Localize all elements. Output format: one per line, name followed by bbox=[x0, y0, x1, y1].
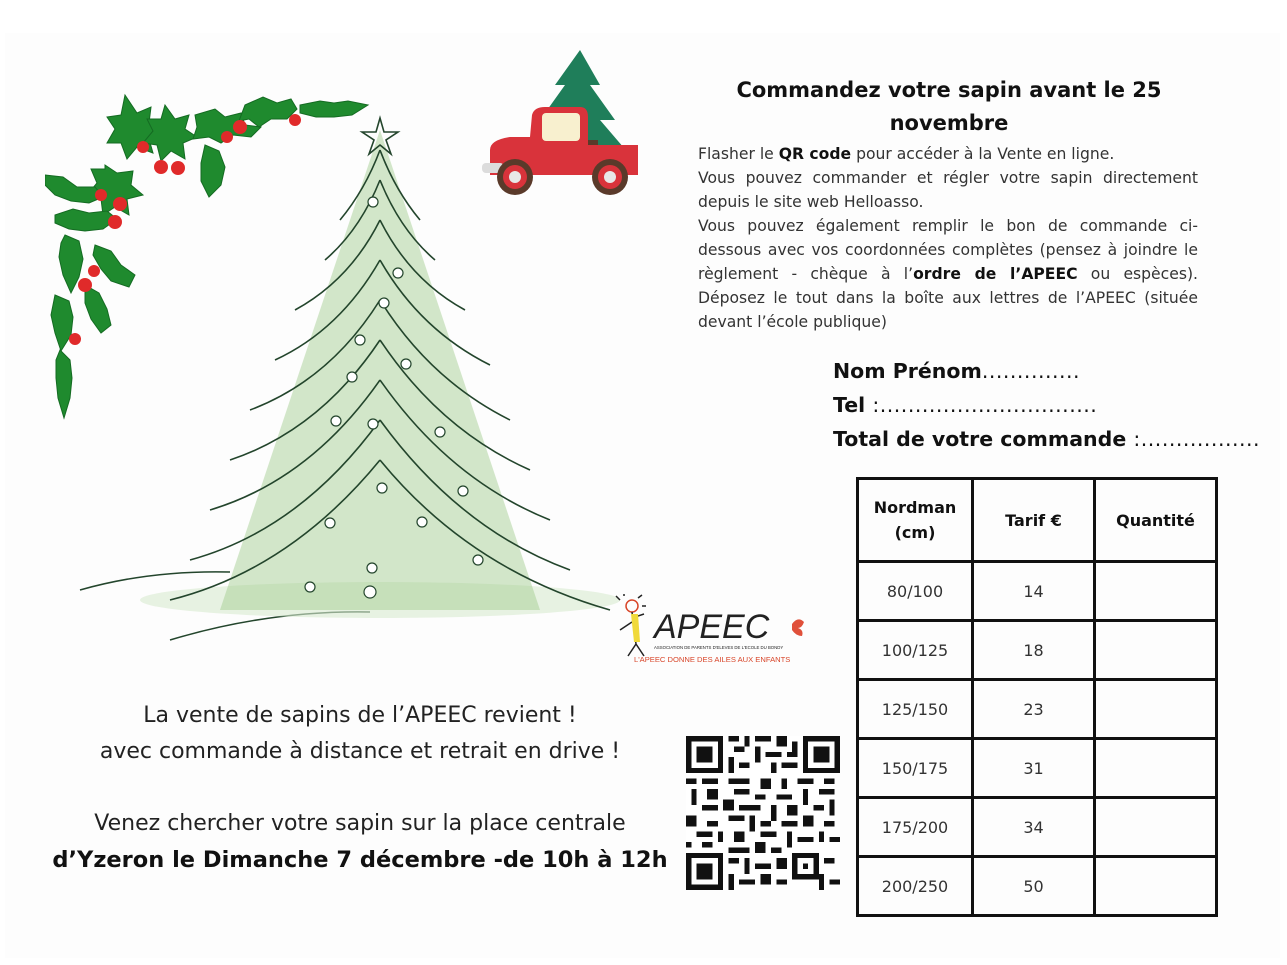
heading-line-2: novembre bbox=[889, 111, 1009, 135]
table-row bbox=[858, 680, 1217, 739]
announcement-line-2: avec commande à distance et retrait en drive ! bbox=[99, 739, 621, 764]
header-quantity: Quantité bbox=[1095, 479, 1217, 562]
payment-order-emphasis: ordre de l’APEEC bbox=[913, 265, 1078, 283]
cell-size: 150/175 bbox=[858, 739, 973, 798]
table-row bbox=[858, 739, 1217, 798]
cell-size: 175/200 bbox=[858, 798, 973, 857]
intro-qr-paragraph: Flasher le QR code pour accéder à la Vente en ligne. bbox=[698, 145, 1115, 163]
cell-price: 31 bbox=[973, 739, 1095, 798]
cell-quantity[interactable] bbox=[1095, 562, 1217, 621]
svg-text:APEEC: APEEC bbox=[654, 608, 770, 646]
cell-size: 80/100 bbox=[858, 562, 973, 621]
svg-text:L'APEEC DONNE DES AILES AUX EN: L'APEEC DONNE DES AILES AUX ENFANTS bbox=[634, 655, 791, 664]
heading-line-1: Commandez votre sapin avant le 25 bbox=[736, 78, 1162, 102]
cell-quantity[interactable] bbox=[1095, 857, 1217, 916]
table-row bbox=[858, 857, 1217, 916]
header-size: Nordman (cm) bbox=[858, 479, 973, 562]
cell-size: 100/125 bbox=[858, 621, 973, 680]
cell-price: 34 bbox=[973, 798, 1095, 857]
cell-price: 18 bbox=[973, 621, 1095, 680]
table-row bbox=[858, 798, 1217, 857]
field-order-total[interactable]: Total de votre commande :................. bbox=[833, 427, 1261, 451]
order-deadline-heading bbox=[700, 74, 1198, 140]
event-announcement bbox=[40, 698, 680, 878]
cell-price: 23 bbox=[973, 680, 1095, 739]
table-row bbox=[858, 621, 1217, 680]
pickup-date-time: d’Yzeron le Dimanche 7 décembre -de 10h à 12h bbox=[52, 847, 668, 873]
table-header-row bbox=[858, 479, 1217, 562]
header-price: Tarif € bbox=[973, 479, 1095, 562]
pickup-line-1: Venez chercher votre sapin sur la place centrale bbox=[94, 811, 626, 836]
field-name[interactable]: Nom Prénom.............. bbox=[833, 359, 1081, 383]
order-form-fields bbox=[833, 354, 1260, 456]
svg-text:ASSOCIATION DE PARENTS D'ELEVE: ASSOCIATION DE PARENTS D'ELEVES DE L'ECOLE DU BONDY bbox=[654, 645, 784, 650]
price-table bbox=[856, 477, 1218, 917]
table-row bbox=[858, 562, 1217, 621]
cell-quantity[interactable] bbox=[1095, 680, 1217, 739]
cell-price: 14 bbox=[973, 562, 1095, 621]
cell-size: 200/250 bbox=[858, 857, 973, 916]
announcement-line-1: La vente de sapins de l’APEEC revient ! bbox=[143, 703, 577, 728]
qr-code-emphasis: QR code bbox=[778, 145, 852, 163]
intro-online-paragraph: Vous pouvez commander et régler votre sapin directement depuis le site web Helloasso. bbox=[698, 169, 1198, 211]
cell-quantity[interactable] bbox=[1095, 739, 1217, 798]
cell-price: 50 bbox=[973, 857, 1095, 916]
red-truck-icon bbox=[470, 45, 650, 205]
cell-quantity[interactable] bbox=[1095, 621, 1217, 680]
intro-paper-paragraph: Vous pouvez également remplir le bon de commande ci-dessous avec vos coordonnées complètes (pensez à joindre le règlement - chèque à l’ordre de l’APEEC ou espèces). Déposez le tout dans la boîte aux lettres de l’APEEC (située devant l’école publique) bbox=[698, 217, 1198, 331]
qr-code-icon[interactable] bbox=[686, 736, 840, 890]
apeec-logo-icon bbox=[614, 594, 824, 670]
cell-size: 125/150 bbox=[858, 680, 973, 739]
field-phone[interactable]: Tel :............................... bbox=[833, 393, 1098, 417]
cell-quantity[interactable] bbox=[1095, 798, 1217, 857]
intro-text bbox=[698, 142, 1198, 334]
